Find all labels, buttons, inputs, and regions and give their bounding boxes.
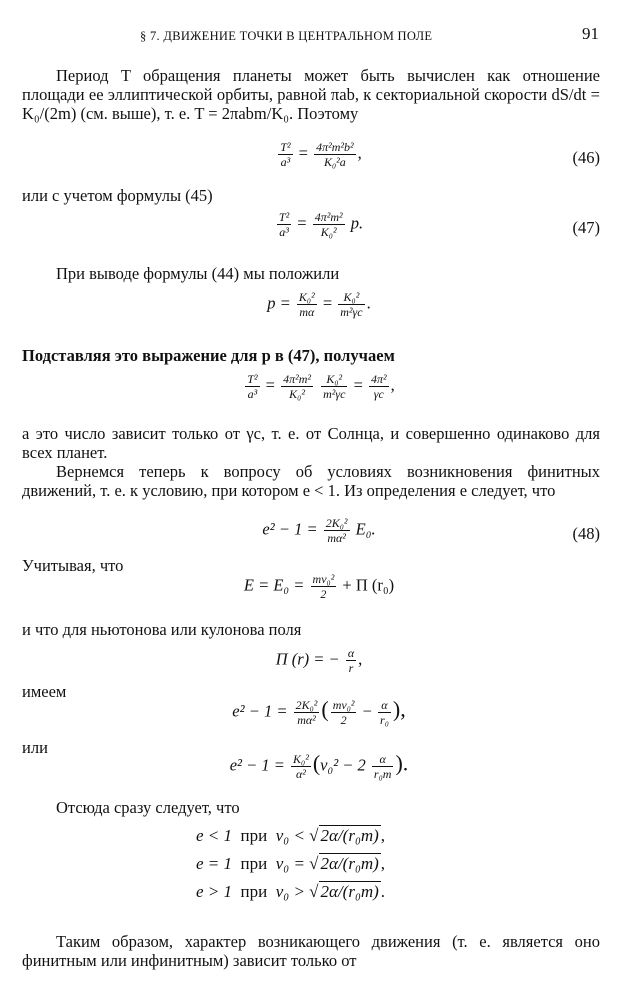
paragraph-period: Период T обращения планеты может быть вычислен как отношение площади ее эллиптической орбиты, равной πab, к секториальной скорости dS/dt = K₀/(2m) (см. выше), т. е. T = 2πabm/K₀. Поэтому <box>22 66 600 123</box>
condition-relation: v₀ > <box>275 882 305 901</box>
relation: = <box>297 213 307 233</box>
numerator: mv₀² <box>312 572 335 586</box>
paragraph-formula-44: При выводе формулы (44) мы положили <box>56 264 340 283</box>
condition-lhs: e = 1 <box>196 854 233 873</box>
numerator: 2K₀² <box>325 516 348 530</box>
denominator: K₀² <box>313 224 345 239</box>
equation-number: (46) <box>572 148 600 167</box>
fraction <box>291 752 311 781</box>
fraction <box>324 516 350 545</box>
condition-relation: v₀ = <box>275 854 305 873</box>
numerator: K₀² <box>343 290 360 304</box>
minus-sign: − <box>362 701 372 721</box>
equation-tail: , <box>390 375 395 395</box>
equation-tail: , <box>357 143 362 163</box>
fraction <box>281 372 313 401</box>
equation-tail: , <box>358 649 363 669</box>
fraction <box>294 698 320 727</box>
sqrt-sign: √ <box>309 882 319 901</box>
fraction <box>321 372 347 401</box>
equation-lhs: e² − 1 = <box>232 701 288 721</box>
paragraph-considering: Учитывая, что <box>22 556 124 575</box>
paragraph-hence: Отсюда сразу следует, что <box>56 798 240 817</box>
equation-tail: . <box>366 293 371 313</box>
sqrt-sign: √ <box>309 854 319 873</box>
numerator: K₀² <box>298 290 315 304</box>
fraction <box>372 752 394 781</box>
relation: = <box>265 375 275 395</box>
condition-tail: . <box>380 882 386 901</box>
equation-eccentricity-1 <box>0 698 638 727</box>
paragraph-substitute: Подставляя это выражение для p в (47), получаем <box>22 346 395 365</box>
fraction <box>277 210 291 239</box>
equation-lhs: p = <box>267 293 291 313</box>
numerator: 2K₀² <box>295 698 318 712</box>
fraction <box>346 646 356 675</box>
numerator: K₀² <box>293 752 309 766</box>
equation-potential <box>0 646 638 675</box>
numerator: T² <box>280 140 291 154</box>
fraction <box>369 372 389 401</box>
sqrt-radicand: 2α/(r₀m) <box>320 854 379 873</box>
fraction <box>378 698 391 727</box>
equation-number: (47) <box>572 218 600 237</box>
numerator: 4π²m² <box>283 372 311 386</box>
fraction <box>311 572 337 601</box>
page-number: 91 <box>582 24 599 43</box>
fraction <box>297 290 317 319</box>
paragraph-with-45: или с учетом формулы (45) <box>22 186 213 205</box>
equation-p <box>0 290 638 319</box>
condition-word: при <box>240 882 268 901</box>
denominator: m²γc <box>340 305 363 319</box>
condition-word: при <box>240 826 268 845</box>
equation-48 <box>0 516 638 545</box>
equation-47 <box>0 210 638 239</box>
equation-lhs: E = E₀ = <box>243 575 305 595</box>
paragraph-conclusion: Таким образом, характер возникающего движения (т. е. является оно финитным или инфинитным) зависит только от <box>22 932 600 970</box>
equation-lhs: e² − 1 = <box>229 755 285 775</box>
sqrt-radicand: 2α/(r₀m) <box>320 882 379 901</box>
denominator: mα² <box>294 712 320 727</box>
denominator: 2 <box>311 586 337 601</box>
sqrt-radicand: 2α/(r₀m) <box>320 826 379 845</box>
denominator: K₀²a <box>314 154 355 169</box>
equation-lhs: e² − 1 = <box>262 519 318 539</box>
paragraph-or: или <box>22 738 48 757</box>
equation-tail: p. <box>350 213 364 233</box>
fraction <box>245 372 259 401</box>
equation-46 <box>0 140 638 169</box>
bracket-open: ( <box>312 750 321 776</box>
equation-eccentricity-2 <box>0 752 638 781</box>
numerator: α <box>379 752 386 766</box>
relation: = <box>353 375 363 395</box>
condition-lhs: e < 1 <box>196 826 233 845</box>
denominator: r <box>346 660 356 675</box>
denominator: K₀² <box>281 386 313 401</box>
denominator: r₀m <box>373 767 392 781</box>
paragraph-sun-dependence: а это число зависит только от γc, т. е. от Солнца, и совершенно одинаково для всех планет. <box>22 424 600 462</box>
equation-tail: E₀. <box>355 519 376 539</box>
fraction <box>313 210 345 239</box>
denominator: a³ <box>245 386 259 401</box>
condition-parabolic <box>196 854 385 873</box>
condition-tail: , <box>380 826 386 845</box>
bracket-open: ( <box>321 696 329 722</box>
equation-lhs: Π (r) = − <box>275 649 340 669</box>
bracket-close: ), <box>392 696 406 722</box>
condition-hyperbolic <box>196 882 385 901</box>
numerator: 4π²m²b² <box>316 140 354 154</box>
equation-substitution <box>0 372 638 401</box>
denominator: a³ <box>278 154 292 169</box>
equation-tail: + Π (r₀) <box>342 575 395 595</box>
condition-lhs: e > 1 <box>196 882 233 901</box>
denominator: α² <box>291 766 311 781</box>
condition-word: при <box>240 854 268 873</box>
condition-relation: v₀ < <box>275 826 305 845</box>
numerator: α <box>347 646 355 660</box>
denominator: γc <box>369 386 389 401</box>
numerator: K₀² <box>326 372 343 386</box>
fraction <box>338 290 364 319</box>
fraction <box>278 140 292 169</box>
numerator: 4π² <box>371 372 387 386</box>
paragraph-we-have: имеем <box>22 682 67 701</box>
numerator: α <box>381 698 388 712</box>
denominator: m²γc <box>323 387 346 401</box>
numerator: mv₀² <box>332 698 355 712</box>
numerator: T² <box>278 210 290 224</box>
fraction <box>314 140 355 169</box>
paragraph-newton-field: и что для ньютонова или кулонова поля <box>22 620 302 639</box>
condition-elliptic <box>196 826 385 845</box>
condition-tail: , <box>380 854 386 873</box>
denominator: a³ <box>277 224 291 239</box>
equation-energy <box>0 572 638 601</box>
page-header <box>0 24 638 46</box>
equation-number: (48) <box>572 524 600 543</box>
equation-middle: v₀² − 2 <box>320 755 366 775</box>
relation: = <box>298 143 308 163</box>
running-title: § 7. ДВИЖЕНИЕ ТОЧКИ В ЦЕНТРАЛЬНОМ ПОЛЕ <box>140 29 433 43</box>
bracket-close: ). <box>395 750 409 776</box>
denominator: mα <box>297 304 317 319</box>
denominator: mα² <box>324 530 350 545</box>
relation: = <box>322 293 333 313</box>
numerator: 4π²m² <box>314 210 343 224</box>
denominator: 2 <box>331 712 357 727</box>
sqrt-sign: √ <box>309 826 319 845</box>
fraction <box>331 698 357 727</box>
paragraph-finite-motion: Вернемся теперь к вопросу об условиях возникновения финитных движений, т. е. к условию, при котором e < 1. Из определения e следует, что <box>22 462 600 500</box>
numerator: T² <box>247 372 258 386</box>
denominator: r₀ <box>380 713 389 727</box>
